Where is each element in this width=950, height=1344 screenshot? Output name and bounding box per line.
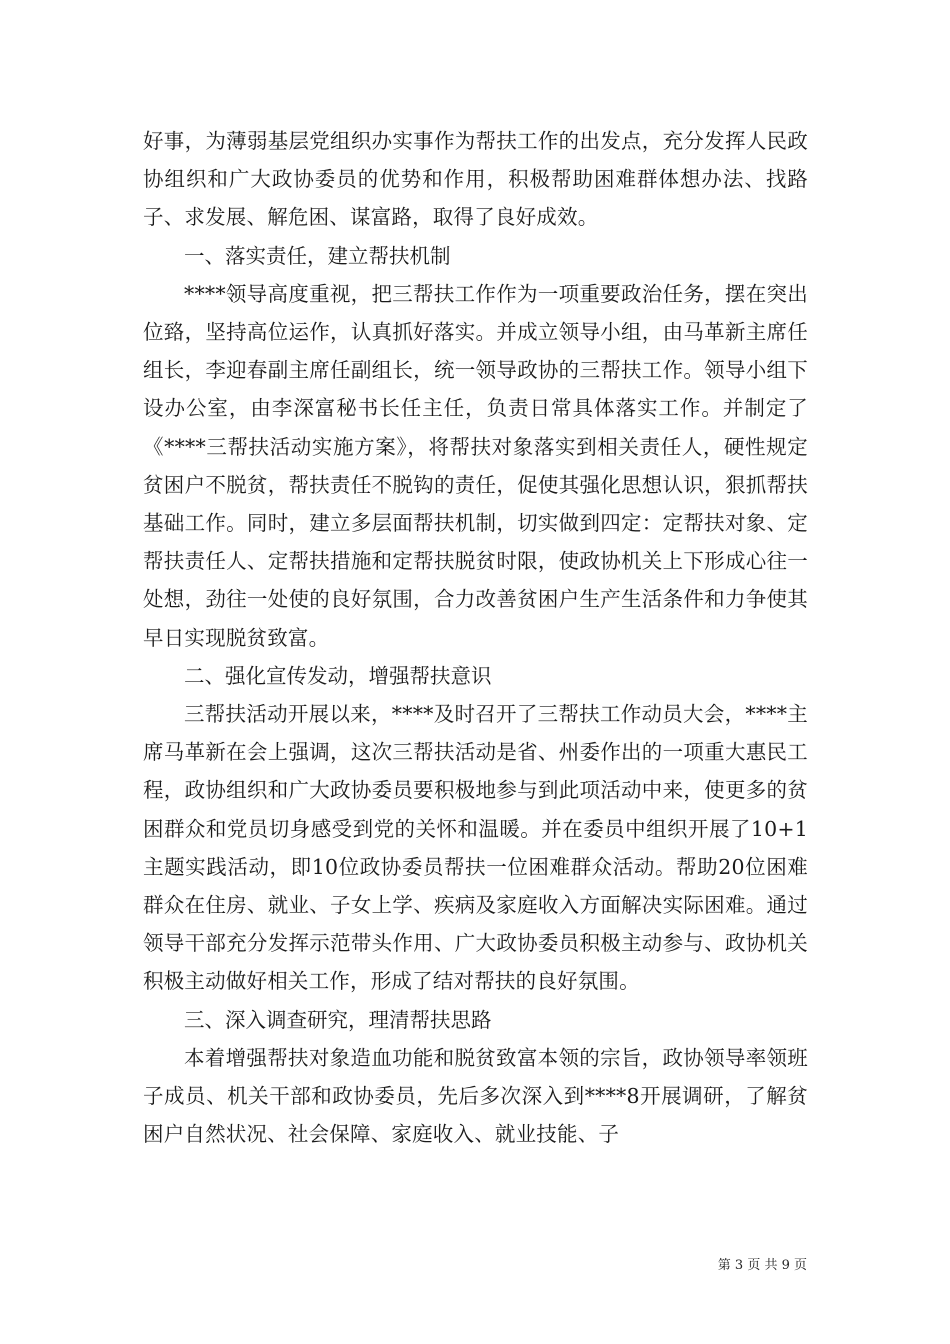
paragraph-section-3: 本着增强帮扶对象造血功能和脱贫致富本领的宗旨，政协领导率领班子成员、机关干部和政协委员，先后多次深入到****8开展调研，了解贫困户自然状况、社会保障、家庭收入、就业技能、子 (143, 1045, 808, 1147)
paragraph-section-1: ****领导高度重视，把三帮扶工作作为一项重要政治任务，摆在突出位臵，坚持高位运作，认真抓好落实。并成立领导小组，由马革新主席任组长，李迎春副主席任副组长，统一领导政协的三帮扶工作。领导小组下设办公室，由李深富秘书长任主任，负责日常具体落实工作。并制定了《****三帮扶活动实施方案》，将帮扶对象落实到相关责任人，硬性规定贫困户不脱贫，帮扶责任不脱钩的责任，促使其强化思想认识，狠抓帮扶基础工作。同时，建立多层面帮扶机制，切实做到四定：定帮扶对象、定帮扶责任人、定帮扶措施和定帮扶脱贫时限，使政协机关上下形成心往一处想，劲往一处使的良好氛围，合力改善贫困户生产生活条件和力争使其早日实现脱贫致富。 (143, 281, 808, 650)
section-heading-2: 二、强化宣传发动，增强帮扶意识 (184, 663, 492, 688)
paragraph-section-2: 三帮扶活动开展以来，****及时召开了三帮扶工作动员大会，****主席马革新在会上强调，这次三帮扶活动是省、州委作出的一项重大惠民工程，政协组织和广大政协委员要积极地参与到此项活动中来，使更多的贫困群众和党员切身感受到党的关怀和温暖。并在委员中组织开展了10+1主题实践活动，即10位政协委员帮扶一位困难群众活动。帮助20位困难群众在住房、就业、子女上学、疾病及家庭收入方面解决实际困难。通过领导干部充分发挥示范带头作用、广大政协委员积极主动参与、政协机关积极主动做好相关工作，形成了结对帮扶的良好氛围。 (143, 702, 808, 994)
section-heading-1: 一、落实责任，建立帮扶机制 (184, 243, 451, 268)
paragraph-intro-continued: 好事，为薄弱基层党组织办实事作为帮扶工作的出发点，充分发挥人民政协组织和广大政协委员的优势和作用，积极帮助困难群体想办法、找路子、求发展、解危困、谋富路，取得了良好成效。 (143, 129, 808, 230)
document-body (143, 122, 808, 1153)
section-heading-3: 三、深入调查研究，理清帮扶思路 (184, 1007, 492, 1032)
page-number-footer: 第 3 页 共 9 页 (717, 1258, 807, 1273)
